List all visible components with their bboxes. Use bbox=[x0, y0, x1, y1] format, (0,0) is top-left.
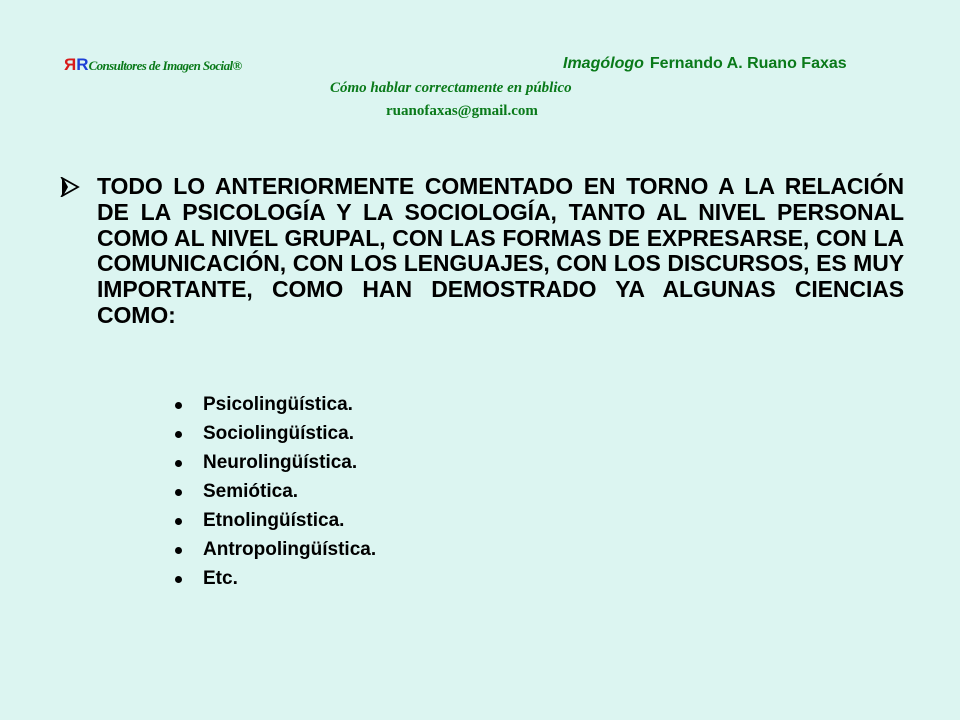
author-name: Fernando A. Ruano Faxas bbox=[649, 55, 847, 72]
presentation-subtitle: Cómo hablar correctamente en público bbox=[330, 80, 572, 96]
author-email: ruanofaxas@gmail.com bbox=[386, 103, 538, 119]
logo-mirrored-r: R bbox=[64, 55, 77, 74]
bullet-icon bbox=[175, 489, 182, 496]
list-item: Etc. bbox=[172, 566, 376, 595]
brand-name: Consultores de Imagen Social® bbox=[88, 58, 242, 73]
author-title: Imagólogo bbox=[563, 55, 644, 72]
list-item: Psicolingüística. bbox=[172, 392, 376, 421]
sciences-list bbox=[172, 392, 376, 595]
bullet-icon bbox=[175, 431, 182, 438]
bullet-icon bbox=[175, 547, 182, 554]
list-item: Semiótica. bbox=[172, 479, 376, 508]
main-point bbox=[60, 174, 904, 329]
arrow-bullet-icon bbox=[60, 177, 80, 197]
bullet-icon bbox=[175, 518, 182, 525]
list-item: Antropolingüística. bbox=[172, 537, 376, 566]
list-item: Neurolingüística. bbox=[172, 450, 376, 479]
main-point-text: TODO LO ANTERIORMENTE COMENTADO EN TORNO A LA RELACIÓN DE LA PSICOLOGÍA Y LA SOCIOLOGÍA, TANTO AL NIVEL PERSONAL COMO AL NIVEL GRUPAL, CON LAS FORMAS DE EXPRESARSE, CON LA COMUNICACIÓN, CON LOS LENGUAJES, CON LOS DISCURSOS, ES MUY IMPORTANTE, COMO HAN DEMOSTRADO YA ALGUNAS CIENCIAS COMO: bbox=[97, 173, 904, 328]
list-item: Sociolingüística. bbox=[172, 421, 376, 450]
bullet-icon bbox=[175, 576, 182, 583]
list-item: Etnolingüística. bbox=[172, 508, 376, 537]
author-header bbox=[563, 55, 847, 73]
logo-r: R bbox=[76, 55, 89, 74]
bullet-icon bbox=[175, 460, 182, 467]
bullet-icon bbox=[175, 402, 182, 409]
brand-header bbox=[64, 55, 242, 75]
